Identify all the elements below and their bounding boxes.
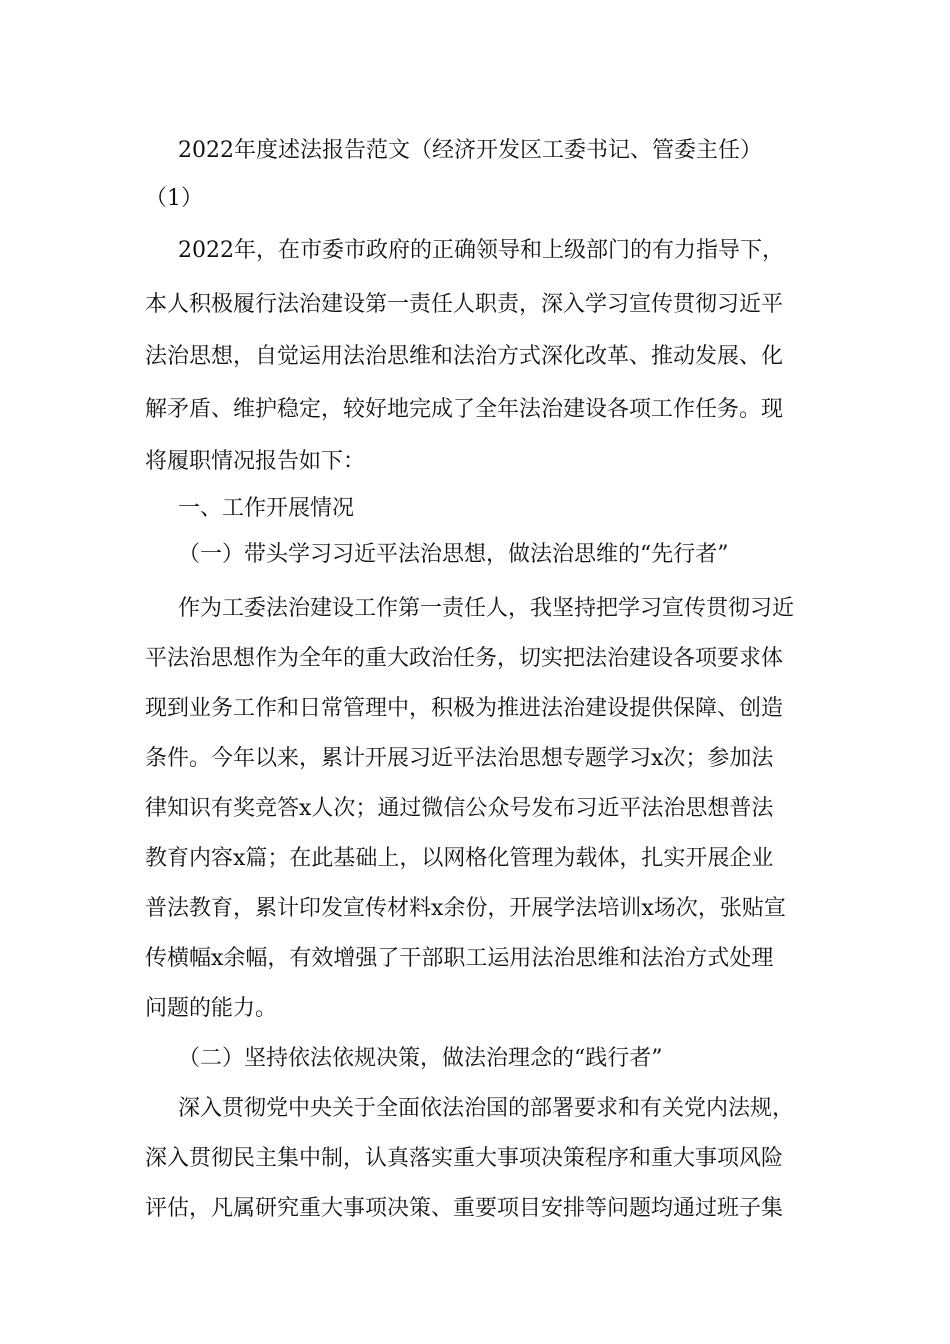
- paragraph-line: 传横幅x余幅，有效增强了干部职工运用法治思维和法治方式处理: [145, 946, 774, 971]
- subsection-heading: （二）坚持依法依规决策，做法治理念的“践行者”: [178, 1046, 663, 1071]
- paragraph-line: 2022年，在市委市政府的正确领导和上级部门的有力指导下，: [178, 238, 784, 263]
- paragraph-line: 评估，凡属研究重大事项决策、重要项目安排等问题均通过班子集: [145, 1196, 784, 1221]
- subsection-heading: （一）带头学习习近平法治思想，做法治思维的“先行者”: [178, 542, 729, 567]
- document-title: 2022年度述法报告范文（经济开发区工委书记、管委主任）: [178, 138, 762, 163]
- paragraph-line: 本人积极履行法治建设第一责任人职责，深入学习宣传贯彻习近平: [145, 292, 784, 317]
- paragraph-line: 条件。今年以来，累计开展习近平法治思想专题学习x次；参加法: [145, 746, 774, 771]
- document-title-suffix: （1）: [145, 186, 203, 211]
- paragraph-line: 问题的能力。: [145, 996, 278, 1021]
- paragraph-line: 律知识有奖竞答x人次；通过微信公众号发布习近平法治思想普法: [145, 796, 774, 821]
- paragraph-line: 作为工委法治建设工作第一责任人，我坚持把学习宣传贯彻习近: [178, 596, 795, 621]
- paragraph-line: 平法治思想作为全年的重大政治任务，切实把法治建设各项要求体: [145, 646, 784, 671]
- paragraph-line: 深入贯彻党中央关于全面依法治国的部署要求和有关党内法规，: [178, 1096, 795, 1121]
- paragraph-line: 现到业务工作和日常管理中，积极为推进法治建设提供保障、创造: [145, 696, 784, 721]
- paragraph-line: 深入贯彻民主集中制，认真落实重大事项决策程序和重大事项风险: [145, 1146, 784, 1171]
- paragraph-line: 解矛盾、维护稳定，较好地完成了全年法治建设各项工作任务。现: [145, 397, 784, 422]
- paragraph-line: 将履职情况报告如下：: [145, 449, 366, 474]
- paragraph-line: 法治思想，自觉运用法治思维和法治方式深化改革、推动发展、化: [145, 344, 784, 369]
- section-heading: 一、工作开展情况: [178, 496, 355, 521]
- paragraph-line: 普法教育，累计印发宣传材料x余份，开展学法培训x场次，张贴宣: [145, 896, 786, 921]
- paragraph-line: 教育内容x篇；在此基础上，以网格化管理为载体，扎实开展企业: [145, 846, 774, 871]
